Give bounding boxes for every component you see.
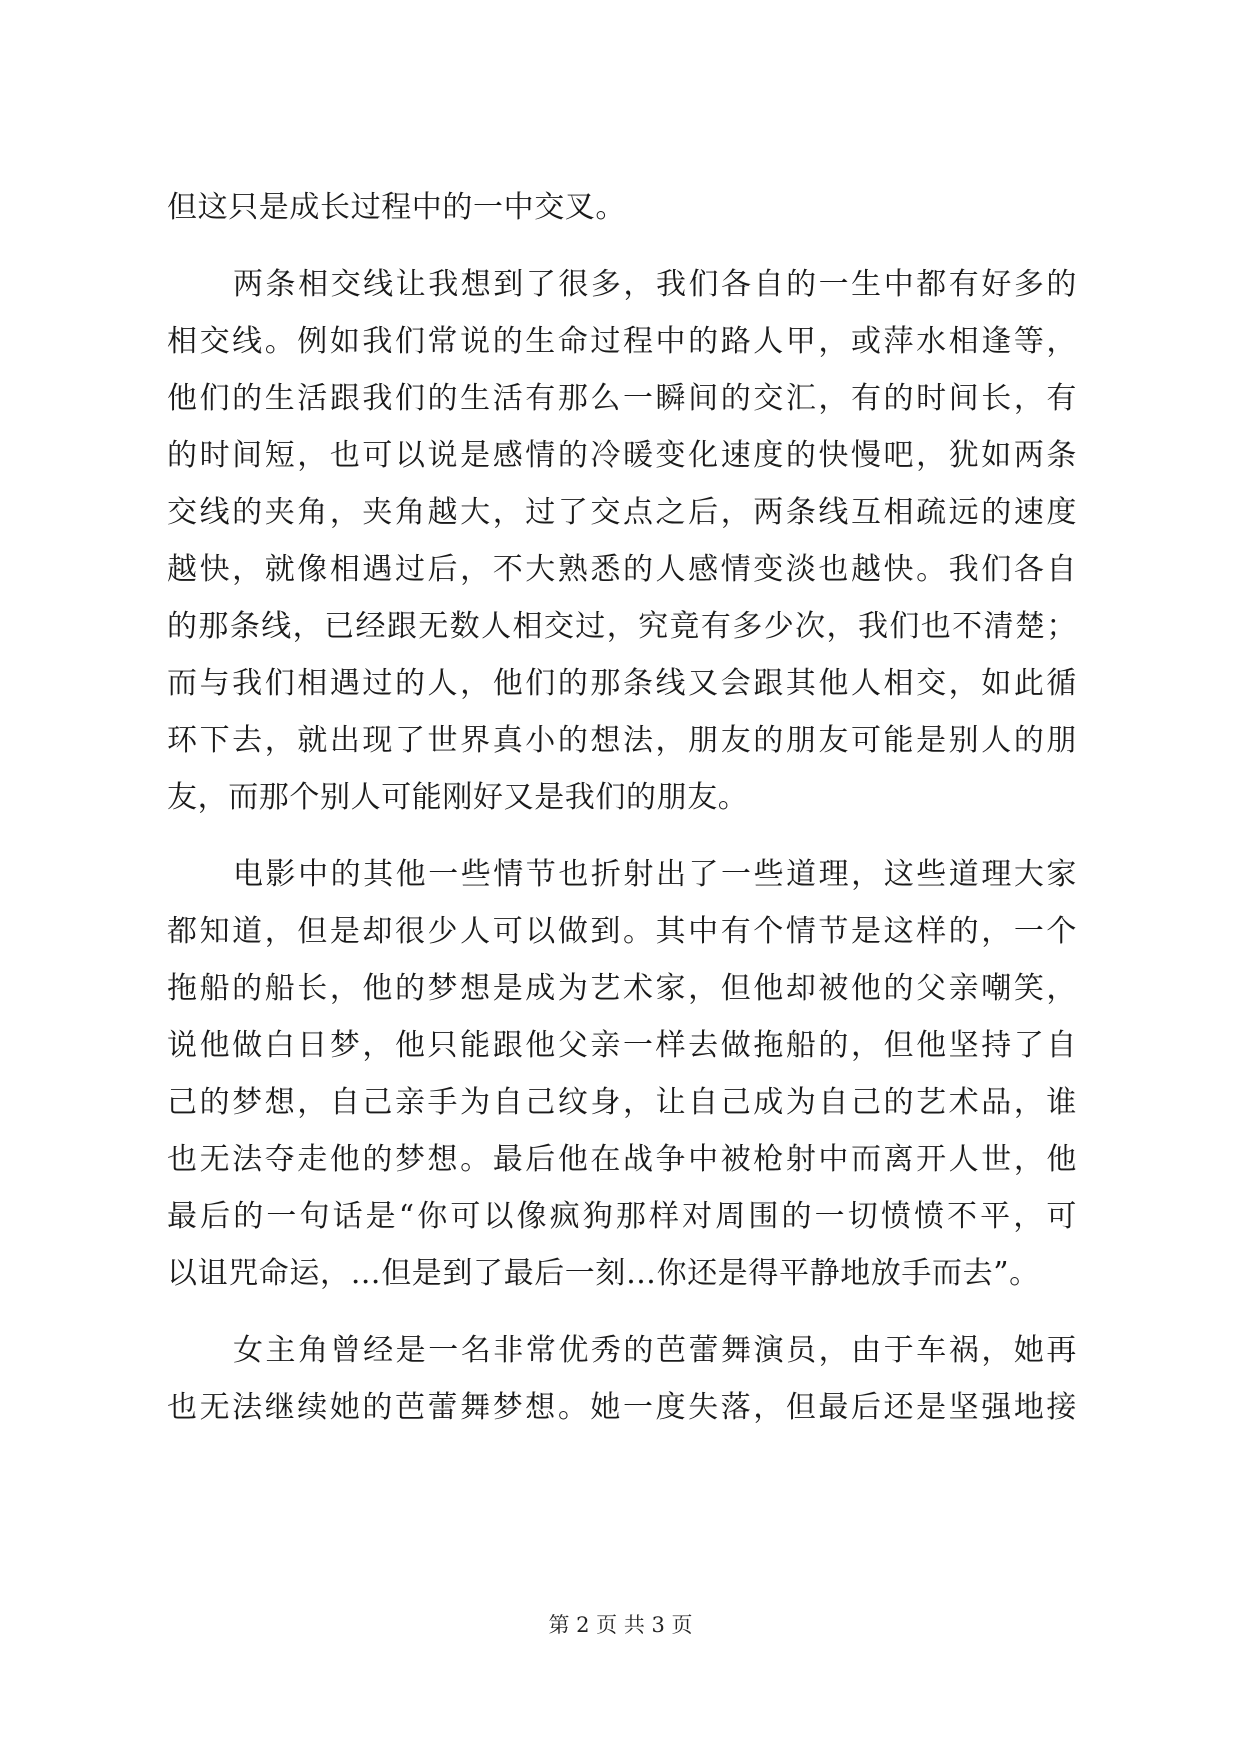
paragraph-line: 都知道，但是却很少人可以做到。其中有个情节是这样的，一个 [167,914,1077,949]
paragraph-line: 越快，就像相遇过后，不大熟悉的人感情变淡也越快。我们各自 [167,552,1077,587]
paragraph-line: 他们的生活跟我们的生活有那么一瞬间的交汇，有的时间长，有 [167,381,1077,416]
paragraph-line: 女主角曾经是一名非常优秀的芭蕾舞演员，由于车祸，她再 [233,1333,1077,1368]
paragraph-line: 而与我们相遇过的人，他们的那条线又会跟其他人相交，如此循 [167,666,1077,701]
paragraph-line: 的那条线，已经跟无数人相交过，究竟有多少次，我们也不清楚； [167,609,1077,644]
paragraph-line: 说他做白日梦，他只能跟他父亲一样去做拖船的，但他坚持了自 [167,1028,1077,1063]
paragraph-line: 也无法夺走他的梦想。最后他在战争中被枪射中而离开人世，他 [167,1142,1077,1177]
paragraph-line: 电影中的其他一些情节也折射出了一些道理，这些道理大家 [233,857,1077,892]
page-number-footer: 第 2 页 共 3 页 [548,1613,693,1637]
paragraph-line: 相交线。例如我们常说的生命过程中的路人甲，或萍水相逢等， [167,324,1077,359]
paragraph-line: 友，而那个别人可能刚好又是我们的朋友。 [167,780,749,815]
paragraph-line: 己的梦想，自己亲手为自己纹身，让自己成为自己的艺术品，谁 [167,1085,1077,1120]
paragraph-line: 拖船的船长，他的梦想是成为艺术家，但他却被他的父亲嘲笑， [167,971,1077,1006]
paragraph-line: 环下去，就出现了世界真小的想法，朋友的朋友可能是别人的朋 [167,723,1077,758]
paragraph-line: 但这只是成长过程中的一中交叉。 [167,190,626,225]
paragraph-line: 最后的一句话是“你可以像疯狗那样对周围的一切愤愤不平，可 [167,1199,1077,1234]
paragraph-line: 也无法继续她的芭蕾舞梦想。她一度失落，但最后还是坚强地接 [167,1390,1077,1425]
paragraph-line: 以诅咒命运，…但是到了最后一刻…你还是得平静地放手而去”。 [167,1256,1040,1291]
paragraph-line: 两条相交线让我想到了很多，我们各自的一生中都有好多的 [233,267,1077,302]
paragraph-line: 的时间短，也可以说是感情的冷暖变化速度的快慢吧，犹如两条 [167,438,1077,473]
paragraph-line: 交线的夹角，夹角越大，过了交点之后，两条线互相疏远的速度 [167,495,1077,530]
